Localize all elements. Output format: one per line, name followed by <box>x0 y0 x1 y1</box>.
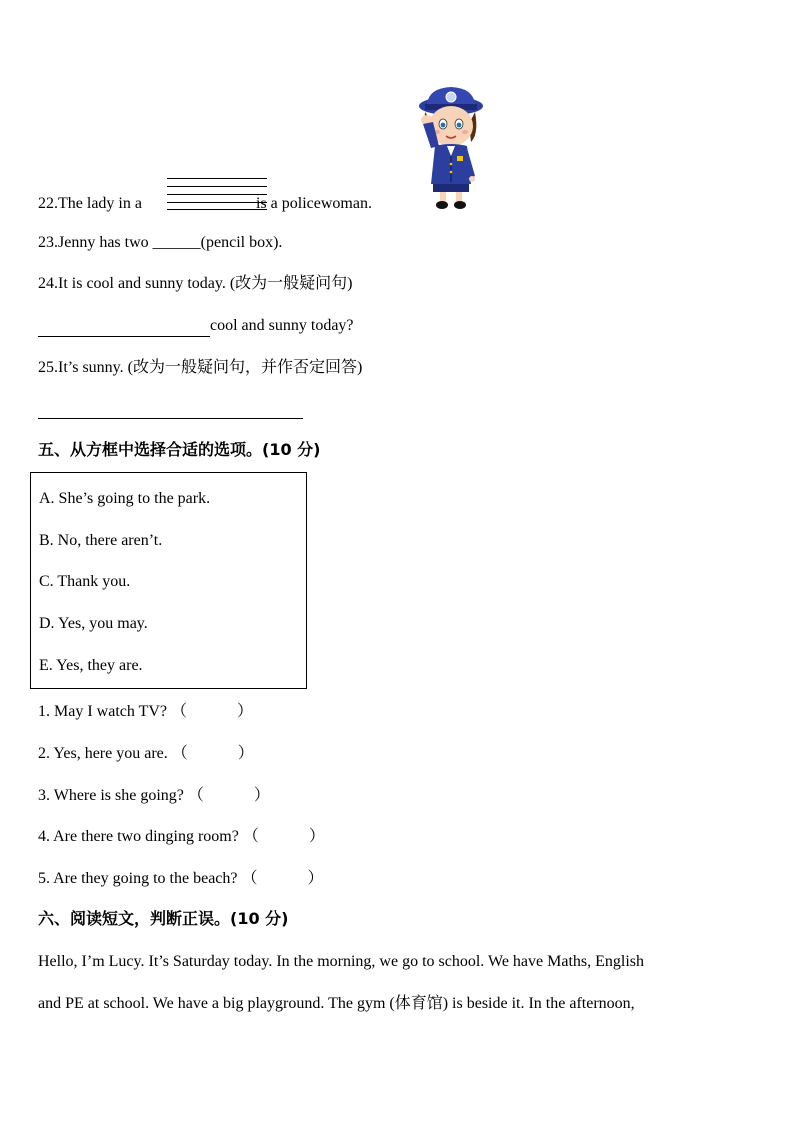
answer-blank[interactable] <box>38 418 303 419</box>
option-c: C. Thank you. <box>39 573 131 590</box>
answer-paren[interactable]: （ ） <box>241 870 324 887</box>
question-22 <box>38 194 372 214</box>
passage-line-2: and PE at school. We have a big playground. The gym (体育馆) is beside it. In the afternoon, <box>38 995 635 1012</box>
match-question-4 <box>38 827 325 847</box>
option-a: A. She’s going to the park. <box>39 490 211 507</box>
match-question-text: 4. Are there two dinging room? <box>38 828 239 845</box>
match-question-text: 1. May I watch TV? <box>38 703 167 720</box>
answer-paren[interactable]: （ ） <box>187 787 270 804</box>
answer-paren[interactable]: （ ） <box>171 745 254 762</box>
question-24-answer <box>38 316 354 337</box>
section-5-heading: 五、从方框中选择合适的选项。(10 分) <box>38 440 321 459</box>
match-question-text: 2. Yes, here you are. <box>38 745 168 762</box>
match-question-1 <box>38 702 253 722</box>
question-24: 24.It is cool and sunny today. (改为一般疑问句) <box>38 275 353 292</box>
policewoman-illustration <box>413 84 487 212</box>
option-e: E. Yes, they are. <box>39 657 143 674</box>
question-25: 25.It’s sunny. (改为一般疑问句，并作否定回答) <box>38 359 363 376</box>
options-box <box>30 472 307 689</box>
option-d: D. Yes, you may. <box>39 615 148 632</box>
answer-paren[interactable]: （ ） <box>242 828 325 845</box>
section-6-heading: 六、阅读短文，判断正误。(10 分) <box>38 909 289 928</box>
answer-paren[interactable]: （ ） <box>171 703 254 720</box>
match-question-text: 5. Are they going to the beach? <box>38 870 238 887</box>
question-23: 23.Jenny has two ______(pencil box). <box>38 234 283 251</box>
answer-blank[interactable] <box>38 316 210 337</box>
question-22-suffix: is a policewoman. <box>255 195 372 212</box>
match-question-5 <box>38 869 324 889</box>
match-question-3 <box>38 786 270 806</box>
match-question-2 <box>38 744 254 764</box>
question-22-prefix: 22.The lady in a <box>38 195 142 212</box>
passage-line-1: Hello, I’m Lucy. It’s Saturday today. In the morning, we go to school. We have Maths, English <box>38 953 645 970</box>
match-question-text: 3. Where is she going? <box>38 787 184 804</box>
option-b: B. No, there aren’t. <box>39 532 163 549</box>
question-24-answer-suffix: cool and sunny today? <box>210 317 354 334</box>
